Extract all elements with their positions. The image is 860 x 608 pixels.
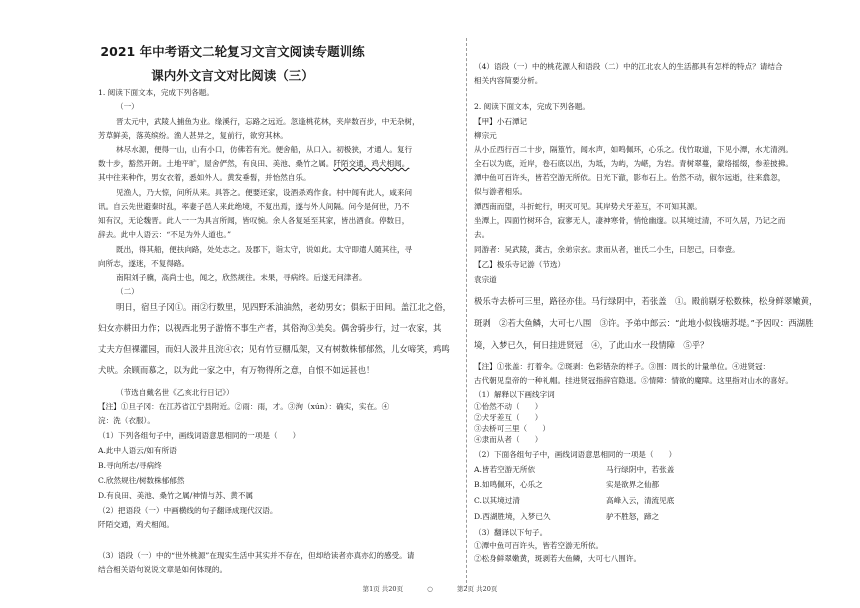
question-1-intro: 1. 阅读下面文本，完成下列各题。	[98, 88, 214, 97]
passage-yi-line: 境，入梦已久，何日挂进贤冠 ④，了此山水一段情障 ⑤乎？	[474, 340, 709, 350]
question-1-1: （1）下列各组句子中，画线词语意思相同的一项是（ ）	[98, 431, 301, 440]
section-1-label: （一）	[116, 102, 139, 111]
question-2-intro: 2. 阅读下面文本，完成下列各题。	[474, 102, 590, 111]
question-1-3: （3）语段（一）中的“世外桃源”在现实生活中其实并不存在，但却给读者亦真亦幻的感受。请	[98, 551, 415, 560]
question-2-3-item: ①潭中鱼可百许头，皆若空游无所依。	[474, 541, 604, 550]
passage-2-line: 犬吠。余顾而慕之，以为此一家之中，有万物得所之意，自恨不如远甚也！	[98, 365, 375, 375]
option-a: A.此中人语云/如有所语	[98, 446, 177, 455]
question-2-1-item: ②犬牙差互（ ）	[474, 413, 543, 422]
option-d: D.西湖胜境，入梦已久	[474, 512, 551, 521]
passage-1-line: 辞去。此中人语云：“不足为外人道也。”	[98, 230, 232, 239]
question-1-3: 结合相关语句说说文章是如何体现的。	[98, 565, 228, 574]
passage-jia-line: 潭西南而望，斗折蛇行，明灭可见。其岸势犬牙差互，不可知其源。	[474, 202, 702, 211]
question-2-1-item: ①佁然不动（ ）	[474, 402, 543, 411]
passage-jia-line: 潭中鱼可百许头，皆若空游无所依。日光下澈，影布石上。佁然不动，俶尔远逝，往来翕忽，	[474, 173, 786, 182]
passage-1-line: 数十步，豁然开朗。土地平旷，屋舍俨然，有良田、美池、桑竹之属。阡陌交通，鸡犬相闻。	[98, 159, 410, 168]
right-page	[468, 0, 860, 608]
passage-1-line: 讯。自云先世避秦时乱，率妻子邑人来此绝境，不复出焉，遂与外人间隔。问今是何世，乃不	[98, 202, 410, 211]
page-number-right: 第2页 共20页	[456, 585, 498, 593]
passage-1-line: 见渔人，乃大惊，问所从来。具答之。便要还家，设酒杀鸡作食。村中闻有此人，咸来问	[116, 188, 413, 197]
passage-1-line: 知有汉，无论魏晋。此人一一为具言所闻，皆叹惋。余人各复延至其家，皆出酒食。停数日，	[98, 216, 410, 225]
passage-jia-line: 全石以为底，近岸，卷石底以出，为坻，为屿，为嵁，为岩。青树翠蔓，蒙络摇缀，参差披拂。	[474, 159, 793, 168]
page-footer	[0, 584, 860, 593]
question-2-2: （2）下面各组句子中，画线词语意思相同的一项是（ ）	[474, 450, 677, 459]
passage-jia-line: 坐潭上，四面竹树环合，寂寥无人，凄神寒骨，悄怆幽邃。以其境过清，不可久居，乃记之而	[474, 216, 786, 225]
passage-jia-author: 柳宗元	[474, 131, 497, 140]
wavy-underlined-sentence: 阡陌交通，鸡犬相闻。	[333, 159, 410, 168]
passage-yi-line: 极乐寺去桥可三里，路径亦佳。马行绿阴中，若张盖 ①。殿前剔牙松数株，松身鲜翠嫩黄，	[474, 296, 818, 306]
question-2-3-item: ②松身鲜翠嫩黄，斑剥若大鱼鳞，大可七八围许。	[474, 554, 642, 563]
option-c: C.以其境过清	[474, 496, 520, 505]
question-1-4: 相关内容简要分析。	[474, 76, 543, 85]
passage-jia-heading: 【甲】小石潭记	[474, 117, 528, 126]
option-c-pair: 高峰入云，清流见底	[606, 496, 675, 505]
passage-1-line: 其中往来种作，男女衣着，悉如外人。黄发垂髫，并怡然自乐。	[98, 173, 311, 182]
passage-2-notes: 浣：洗（衣服）。	[98, 416, 155, 425]
question-2-1: （1）解释以下画线字词	[474, 390, 555, 399]
option-b-pair: 实是欲界之仙都	[606, 480, 660, 489]
option-c: C.欣然规往/树数株郁郁然	[98, 476, 185, 485]
passage-1-line: 既出，得其船，便扶向路，处处志之。及郡下，诣太守，说如此。太守即遣人随其往，寻	[116, 245, 413, 254]
passage-yi-notes: 【注】①张盖：打着伞。②斑剥：色彩错杂的样子。③围：周长的计量单位。④进贤冠：	[474, 362, 771, 371]
passage-jia-line: 似与游者相乐。	[474, 187, 528, 196]
passage-1-line: 南阳刘子骥，高尚士也，闻之，欣然规往。未果，寻病终。后遂无问津者。	[116, 273, 367, 282]
question-1-2-sentence: 阡陌交通，鸡犬相闻。	[98, 520, 174, 529]
passage-1-line: 林尽水源，便得一山，山有小口，仿佛若有光。便舍船，从口入。初极狭，才通人。复行	[116, 145, 413, 154]
passage-jia-line: 去。	[474, 230, 490, 239]
option-a-pair: 马行绿阴中，若张盖	[606, 465, 675, 474]
passage-2-line: 妇女亦耕田力作；以视西北男子游惰不事生产者，其俗洵③美矣。偶舍骑步行，过一农家，其	[98, 323, 442, 333]
section-2-label: （二）	[116, 287, 139, 296]
option-d: D.有良田、美池、桑竹之属/神情与苏、黄不属	[98, 491, 254, 500]
question-2-1-item: ④隶而从者（ ）	[474, 435, 543, 444]
passage-jia-line: 同游者：吴武陵，龚古，余弟宗玄。隶而从者，崔氏二小生，曰恕己，曰奉壹。	[474, 245, 740, 254]
binding-circle-icon: ○	[427, 585, 433, 593]
document-title: 2021 年中考语文二轮复习文言文阅读专题训练	[100, 44, 365, 59]
passage-2-line: 明日，宿旦子冈①。雨②行数里，见四野禾油油然，老幼男女；俱耘于田间。盖江北之俗，	[116, 302, 451, 312]
passage-2-line: 丈夫方但裸灌园，而妇人汲井且浣④衣；见有竹豆棚瓜架，又有树数株郁郁然，儿女啼笑，鸡鸣	[98, 344, 450, 354]
option-b: B.如鸣佩环，心乐之	[474, 480, 543, 489]
option-a: A.皆若空游无所依	[474, 465, 536, 474]
passage-yi-author: 袁宗道	[474, 275, 497, 284]
passage-2-source: （节选自戴名世《乙亥北行日记》）	[116, 388, 234, 397]
passage-yi-heading: 【乙】极乐寺记游（节选）	[474, 260, 566, 269]
passage-1-line: 芳草鲜美，落英缤纷。渔人甚异之，复前行，欲穷其林。	[98, 131, 288, 140]
option-d-pair: 驴不胜怒，蹄之	[606, 512, 660, 521]
question-1-4: （4）语段（一）中的桃花源人和语段（二）中的江北农人的生活都具有怎样的特点？请结合	[474, 62, 783, 71]
passage-1-line: 向所志，遂迷，不复得路。	[98, 259, 190, 268]
passage-yi-notes: 古代朝见皇帝的一种礼帽。挂进贤冠指辞官隐退。⑤情障：情欲的魔障。这里指对山水的喜好。	[474, 376, 793, 385]
option-b: B.寻向所志/寻病终	[98, 461, 162, 470]
passage-yi-line: 斑剥 ②若大鱼鳞，大可七八围 ③许。予弟中郎云：“此地小似钱塘苏堤。”予因叹：西湖胜	[474, 318, 814, 328]
passage-1-line: 晋太元中，武陵人捕鱼为业。缘溪行，忘路之远近。忽逢桃花林，夹岸数百步，中无杂树，	[116, 117, 420, 126]
fold-divider	[466, 38, 467, 588]
passage-jia-line: 从小丘西行百二十步，隔篁竹，闻水声，如鸣佩环，心乐之。伐竹取道，下见小潭，水尤清洌。	[474, 145, 793, 154]
passage-2-notes: 【注】①旦子冈：在江苏省江宁县附近。②雨：雨，才。③洵（xún）：确实，实在。④	[98, 402, 390, 411]
document-subtitle: 课内外文言文对比阅读（三）	[151, 68, 314, 83]
question-1-2: （2）把语段（一）中画横线的句子翻译成现代汉语。	[98, 506, 278, 515]
page-number-left: 第1页 共20页	[362, 585, 404, 593]
question-2-3: （3）翻译以下句子。	[474, 528, 548, 537]
question-2-1-item: ③去桥可三里（ ）	[474, 424, 550, 433]
